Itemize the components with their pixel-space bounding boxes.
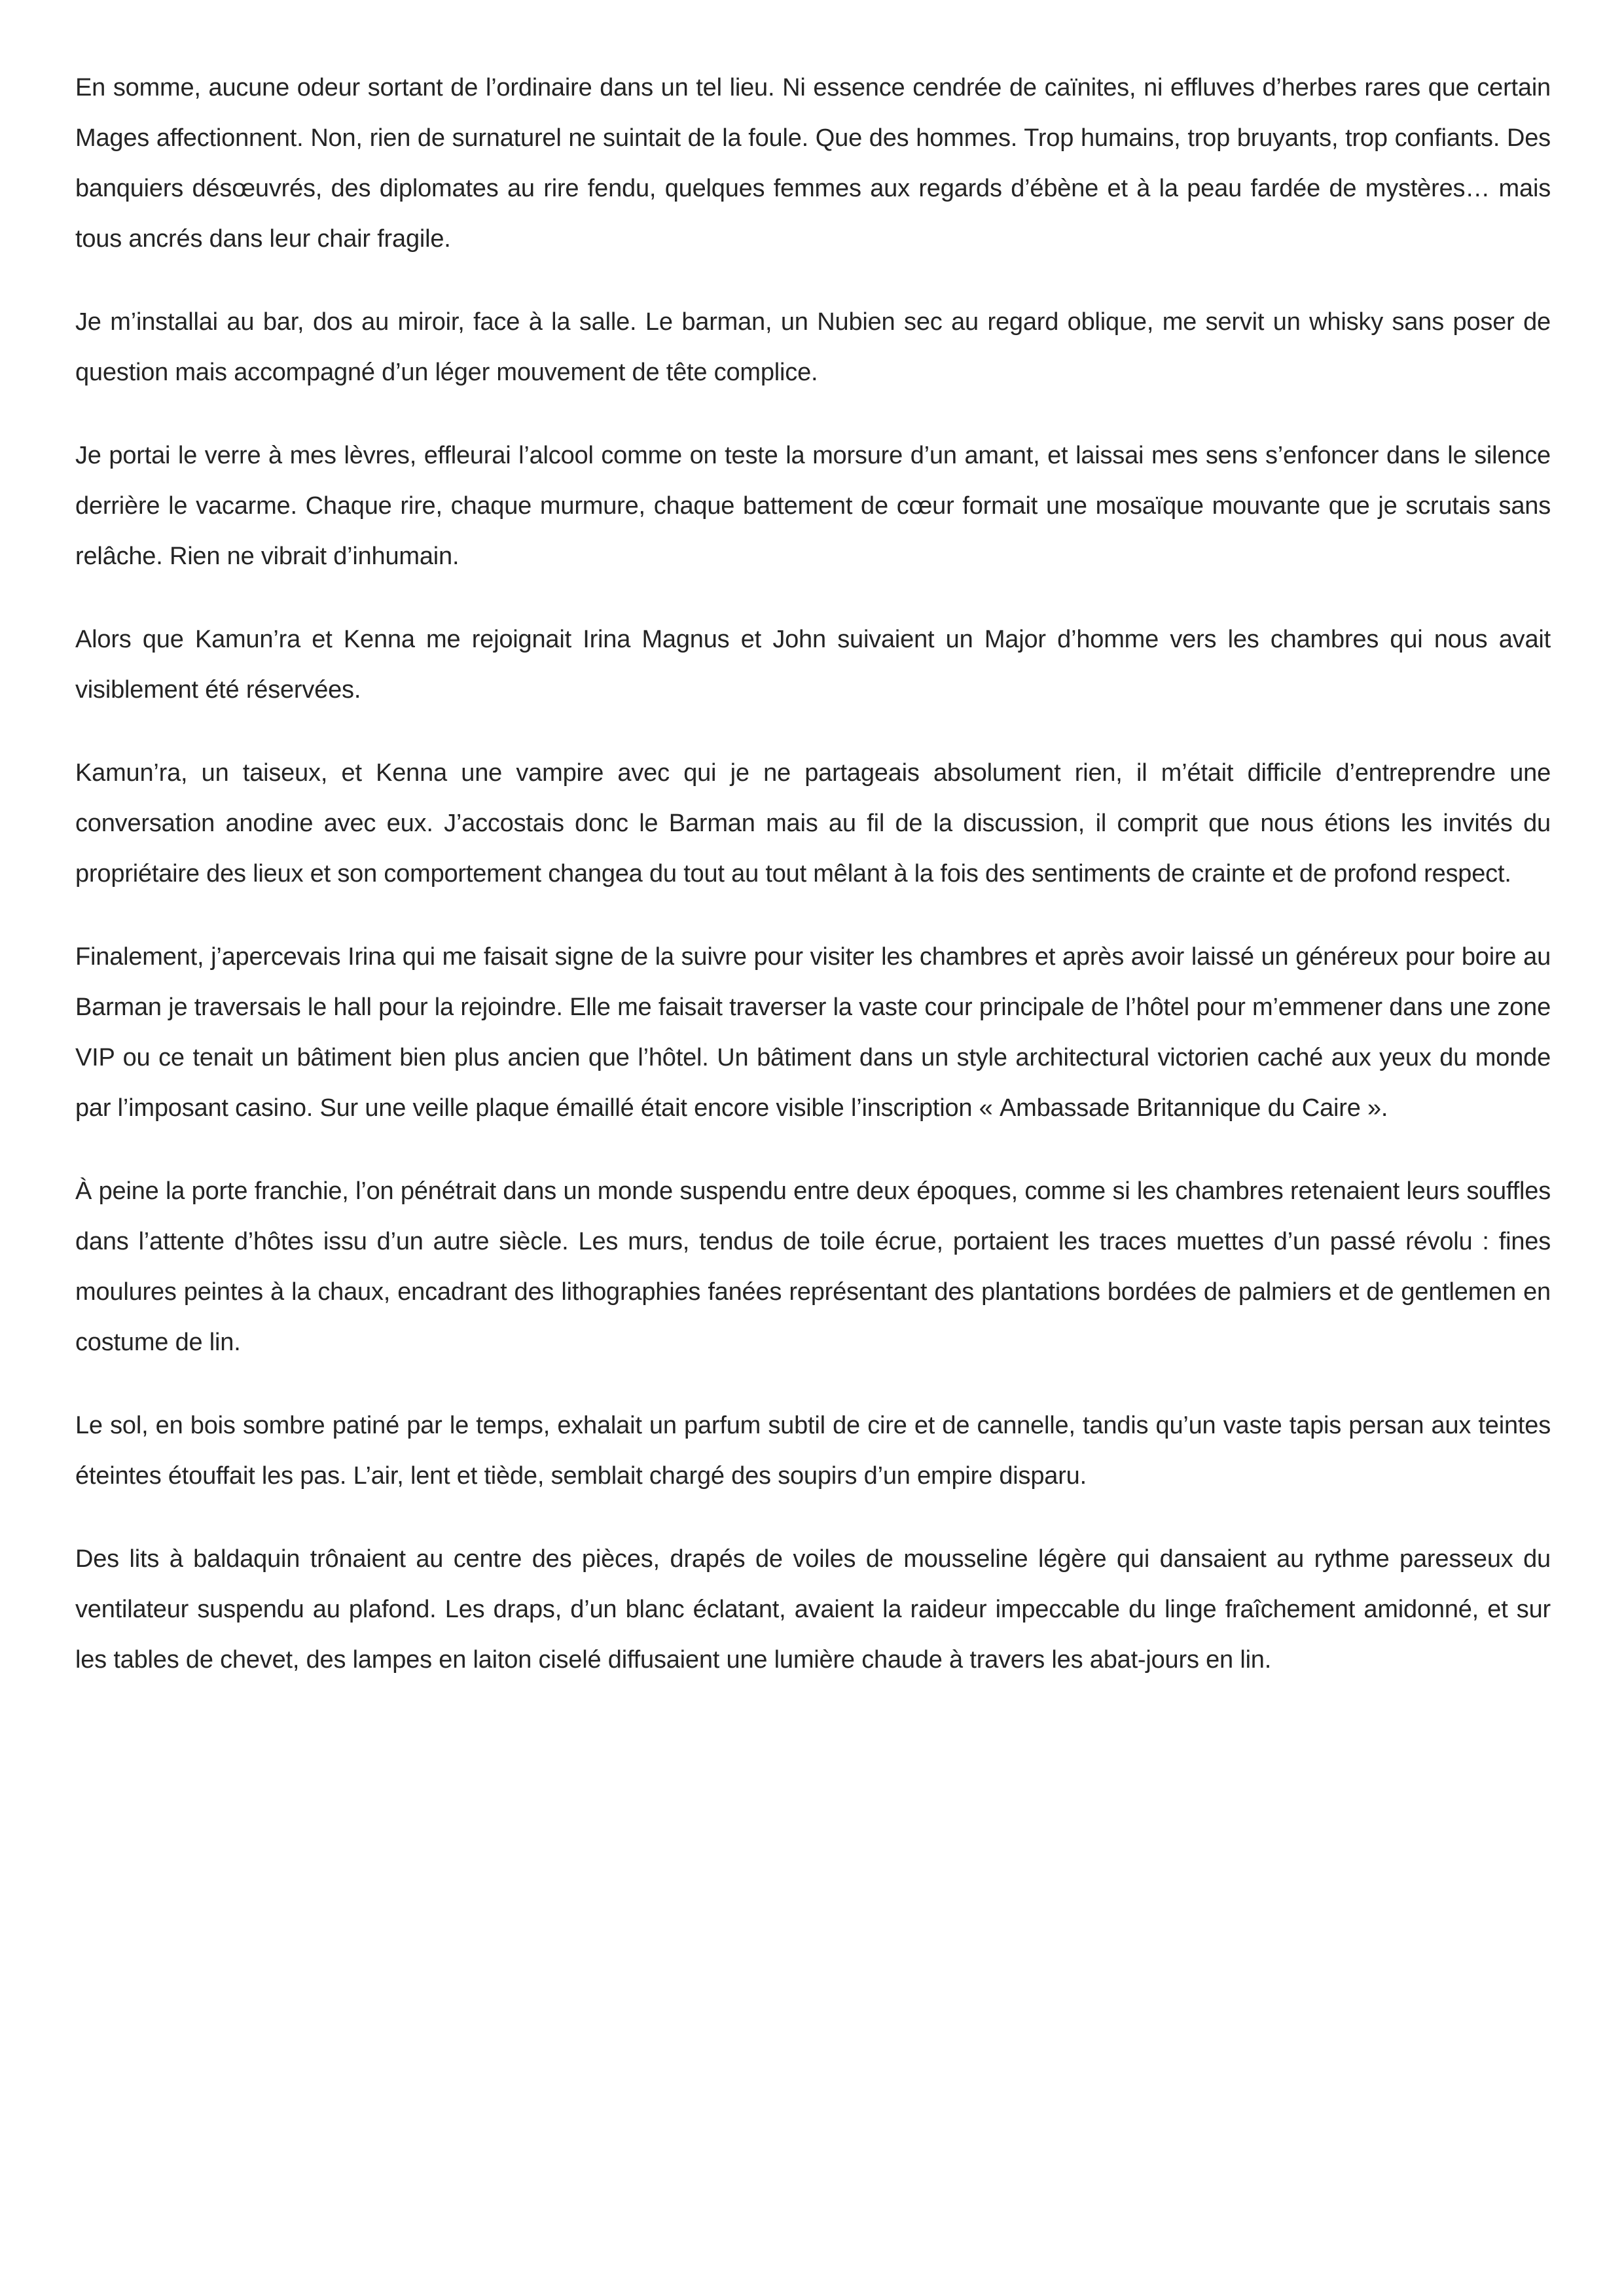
paragraph: En somme, aucune odeur sortant de l’ordinaire dans un tel lieu. Ni essence cendrée de caïnites, ni effluves d’herbes rares que certain Mages affectionnent. Non, rien de surnaturel ne suintait de la foule. Que des hommes. Trop humains, trop bruyants, trop confiants. Des banquiers désœuvrés, des diplomates au rire fendu, quelques femmes aux regards d’ébène et à la peau fardée de mystères… mais tous ancrés dans leur chair fragile. <box>75 74 1551 253</box>
text-body <box>75 63 1551 1685</box>
paragraph: Je m’installai au bar, dos au miroir, face à la salle. Le barman, un Nubien sec au regard oblique, me servit un whisky sans poser de question mais accompagné d’un léger mouvement de tête complice. <box>75 308 1551 386</box>
paragraph: Je portai le verre à mes lèvres, effleurai l’alcool comme on teste la morsure d’un amant, et laissai mes sens s’enfoncer dans le silence derrière le vacarme. Chaque rire, chaque murmure, chaque battement de cœur formait une mosaïque mouvante que je scrutais sans relâche. Rien ne vibrait d’inhumain. <box>75 442 1551 570</box>
paragraph: Finalement, j’apercevais Irina qui me faisait signe de la suivre pour visiter les chambres et après avoir laissé un généreux pour boire au Barman je traversais le hall pour la rejoindre. Elle me faisait traverser la vaste cour principale de l’hôtel pour m’emmener dans une zone VIP ou ce tenait un bâtiment bien plus ancien que l’hôtel. Un bâtiment dans un style architectural victorien caché aux yeux du monde par l’imposant casino. Sur une veille plaque émaillé était encore visible l’inscription « Ambassade Britannique du Caire ». <box>75 943 1551 1122</box>
paragraph: Alors que Kamun’ra et Kenna me rejoignait Irina Magnus et John suivaient un Major d’homme vers les chambres qui nous avait visiblement été réservées. <box>75 626 1551 704</box>
paragraph: À peine la porte franchie, l’on pénétrait dans un monde suspendu entre deux époques, comme si les chambres retenaient leurs souffles dans l’attente d’hôtes issu d’un autre siècle. Les murs, tendus de toile écrue, portaient les traces muettes d’un passé révolu : fines moulures peintes à la chaux, encadrant des lithographies fanées représentant des plantations bordées de palmiers et de gentlemen en costume de lin. <box>75 1177 1551 1356</box>
paragraph: Des lits à baldaquin trônaient au centre des pièces, drapés de voiles de mousseline légère qui dansaient au rythme paresseux du ventilateur suspendu au plafond. Les draps, d’un blanc éclatant, avaient la raideur impeccable du linge fraîchement amidonné, et sur les tables de chevet, des lampes en laiton ciselé diffusaient une lumière chaude à travers les abat-jours en lin. <box>75 1545 1551 1674</box>
paragraph: Le sol, en bois sombre patiné par le temps, exhalait un parfum subtil de cire et de cannelle, tandis qu’un vaste tapis persan aux teintes éteintes étouffait les pas. L’air, lent et tiède, semblait chargé des soupirs d’un empire disparu. <box>75 1412 1551 1490</box>
paragraph: Kamun’ra, un taiseux, et Kenna une vampire avec qui je ne partageais absolument rien, il m’était difficile d’entreprendre une conversation anodine avec eux. J’accostais donc le Barman mais au fil de la discussion, il comprit que nous étions les invités du propriétaire des lieux et son comportement changea du tout au tout mêlant à la fois des sentiments de crainte et de profond respect. <box>75 759 1551 888</box>
